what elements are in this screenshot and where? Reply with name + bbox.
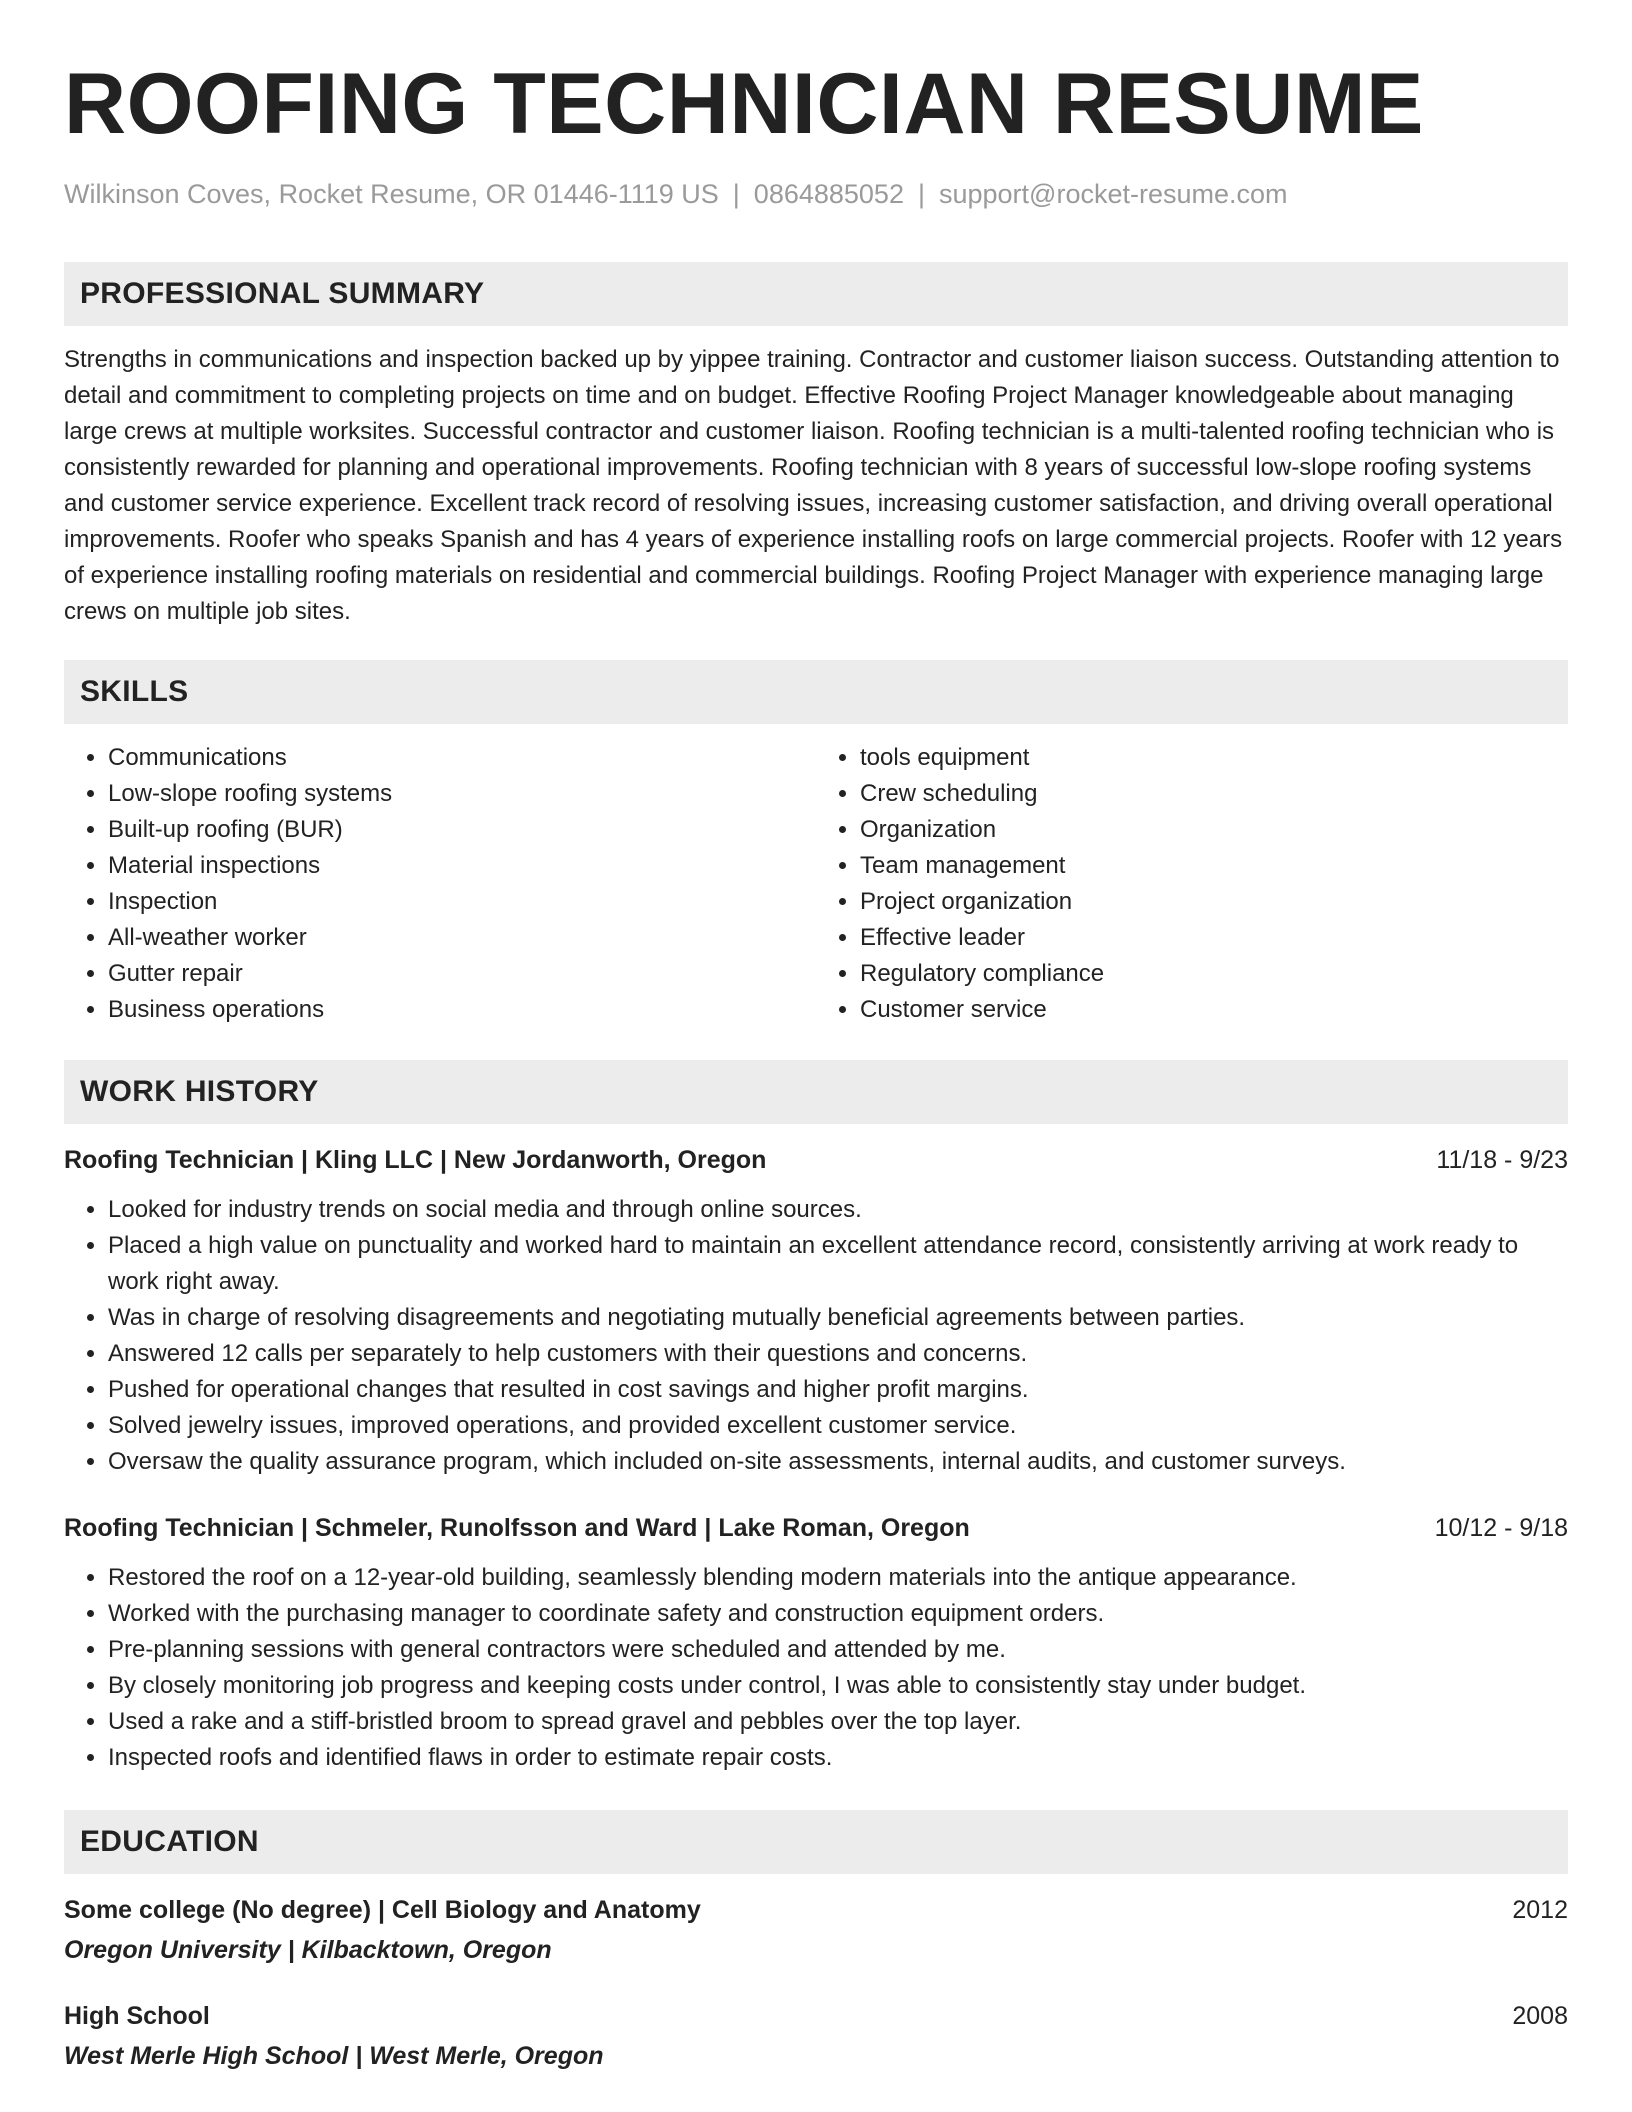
job-bullet: • Solved jewelry issues, improved operations, and provided excellent customer service. xyxy=(108,1408,1568,1444)
skill-item: • tools equipment xyxy=(860,740,1568,776)
job-entry xyxy=(64,1142,1568,1480)
education-entry xyxy=(64,1998,1568,2074)
job-bullet: • Oversaw the quality assurance program, which included on-site assessments, internal audits, and customer surveys. xyxy=(108,1444,1568,1480)
education-header xyxy=(64,1998,1568,2034)
skill-item: • Low-slope roofing systems xyxy=(108,776,816,812)
skill-item: • Material inspections xyxy=(108,848,816,884)
contact-separator: | xyxy=(732,179,740,209)
contact-separator: | xyxy=(917,179,925,209)
job-bullet: • By closely monitoring job progress and keeping costs under control, I was able to consistently stay under budget. xyxy=(108,1668,1568,1704)
skill-item: • Regulatory compliance xyxy=(860,956,1568,992)
job-bullet: • Looked for industry trends on social media and through online sources. xyxy=(108,1192,1568,1228)
job-bullet: • Answered 12 calls per separately to help customers with their questions and concerns. xyxy=(108,1336,1568,1372)
education-school: West Merle High School | West Merle, Oregon xyxy=(64,2042,604,2070)
education-degree: Some college (No degree) | Cell Biology and Anatomy xyxy=(64,1896,701,1924)
work-section xyxy=(64,1060,1568,1776)
job-title: Roofing Technician | Kling LLC | New Jordanworth, Oregon xyxy=(64,1146,767,1174)
skill-item: • Communications xyxy=(108,740,816,776)
summary-heading: PROFESSIONAL SUMMARY xyxy=(64,262,1568,326)
skill-item: • Built-up roofing (BUR) xyxy=(108,812,816,848)
skill-item: • Effective leader xyxy=(860,920,1568,956)
work-heading: WORK HISTORY xyxy=(64,1060,1568,1124)
skill-item: • All-weather worker xyxy=(108,920,816,956)
job-bullets xyxy=(64,1192,1568,1480)
education-school: Oregon University | Kilbacktown, Oregon xyxy=(64,1936,552,1964)
job-header xyxy=(64,1142,1568,1178)
job-header xyxy=(64,1510,1568,1546)
job-dates: 11/18 - 9/23 xyxy=(1436,1146,1568,1174)
skill-item: • Project organization xyxy=(860,884,1568,920)
skill-item: • Business operations xyxy=(108,992,816,1028)
job-bullet: • Used a rake and a stiff-bristled broom to spread gravel and pebbles over the top layer. xyxy=(108,1704,1568,1740)
job-title: Roofing Technician | Schmeler, Runolfsson and Ward | Lake Roman, Oregon xyxy=(64,1514,970,1542)
job-bullet: • Placed a high value on punctuality and worked hard to maintain an excellent attendance record, consistently arriving at work ready to work right away. xyxy=(108,1228,1568,1300)
skills-list-left xyxy=(64,740,816,1028)
job-bullet: • Restored the roof on a 12-year-old building, seamlessly blending modern materials into the antique appearance. xyxy=(108,1560,1568,1596)
job-dates: 10/12 - 9/18 xyxy=(1434,1514,1568,1542)
resume-title: ROOFING TECHNICIAN RESUME xyxy=(64,56,1424,152)
education-degree: High School xyxy=(64,2002,210,2030)
skill-item: • Crew scheduling xyxy=(860,776,1568,812)
skills-list-right xyxy=(816,740,1568,1028)
skills-grid xyxy=(64,740,1568,1028)
education-year: 2012 xyxy=(1512,1896,1568,1924)
education-heading: EDUCATION xyxy=(64,1810,1568,1874)
job-bullet: • Pre-planning sessions with general contractors were scheduled and attended by me. xyxy=(108,1632,1568,1668)
job-bullet: • Inspected roofs and identified flaws in order to estimate repair costs. xyxy=(108,1740,1568,1776)
job-bullet: • Was in charge of resolving disagreements and negotiating mutually beneficial agreements between parties. xyxy=(108,1300,1568,1336)
job-bullets xyxy=(64,1560,1568,1776)
education-section xyxy=(64,1810,1568,2074)
skill-item: • Customer service xyxy=(860,992,1568,1028)
skill-item: • Inspection xyxy=(108,884,816,920)
contact-line xyxy=(64,178,1568,210)
contact-address: Wilkinson Coves, Rocket Resume, OR 01446-1119 US xyxy=(64,179,719,209)
contact-phone: 0864885052 xyxy=(753,179,904,209)
job-bullet: • Worked with the purchasing manager to coordinate safety and construction equipment orders. xyxy=(108,1596,1568,1632)
contact-email: support@rocket-resume.com xyxy=(938,179,1288,209)
education-entry xyxy=(64,1892,1568,1968)
skill-item: • Gutter repair xyxy=(108,956,816,992)
summary-text: Strengths in communications and inspection backed up by yippee training. Contractor and customer liaison success. Outstanding attention to detail and commitment to completing projects on time and on budget. Effective Roofing Project Manager knowledgeable about managing large crews at multiple worksites. Successful contractor and customer liaison. Roofing technician is a multi-talented roofing technician who is consistently rewarded for planning and operational improvements. Roofing technician with 8 years of successful low-slope roofing systems and customer service experience. Excellent track record of resolving issues, increasing customer satisfaction, and driving overall operational improvements. Roofer who speaks Spanish and has 4 years of experience installing roofs on large commercial projects. Roofer with 12 years of experience installing roofing materials on residential and commercial buildings. Roofing Project Manager with experience managing large crews on multiple job sites. xyxy=(64,346,1563,625)
skill-item: • Organization xyxy=(860,812,1568,848)
skill-item: • Team management xyxy=(860,848,1568,884)
job-entry xyxy=(64,1510,1568,1776)
summary-section xyxy=(64,262,1568,630)
skills-heading: SKILLS xyxy=(64,660,1568,724)
education-year: 2008 xyxy=(1512,2002,1568,2030)
education-header xyxy=(64,1892,1568,1928)
job-bullet: • Pushed for operational changes that resulted in cost savings and higher profit margins. xyxy=(108,1372,1568,1408)
skills-section xyxy=(64,660,1568,1028)
